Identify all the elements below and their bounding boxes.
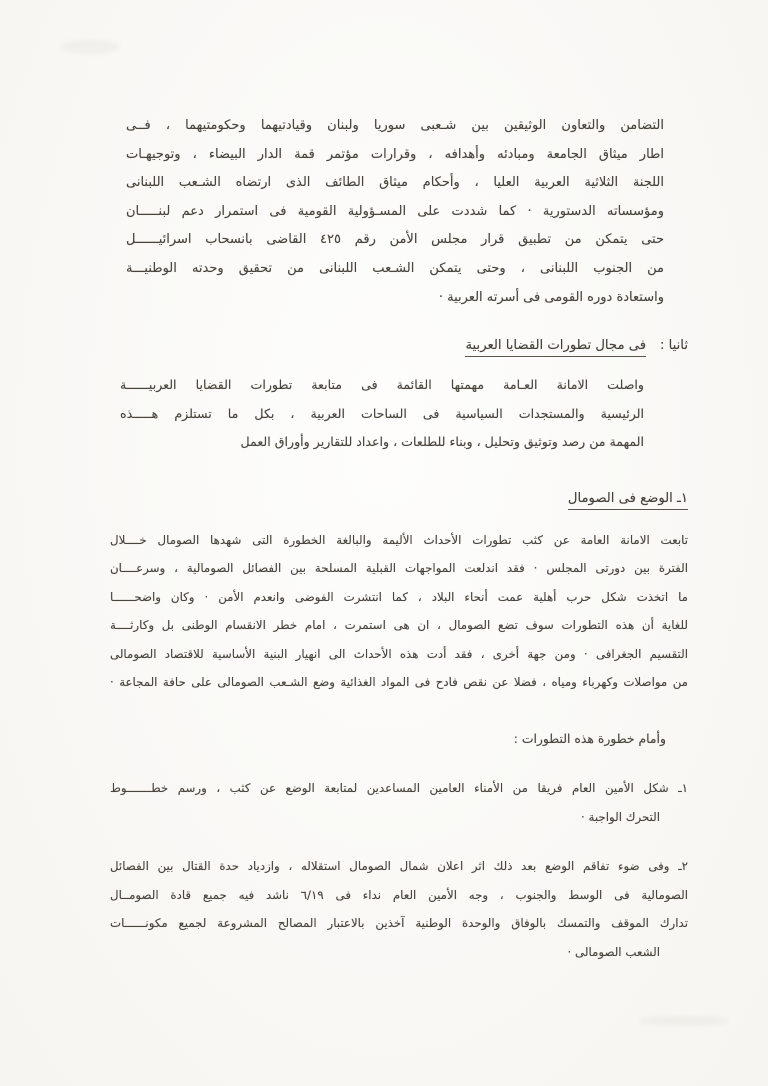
subsection-heading-text: ١ـ الوضع فى الصومال: [568, 491, 688, 510]
text-line: الشعب الصومالى ·: [567, 944, 660, 959]
text-line: ما اتخذت شكل حرب أهلية عمت أنحاء البلاد ، كما انتشرت الفوضى وانعدم الأمن · وكان واضحــــــا: [110, 589, 688, 604]
text-line: واستعادة دوره القومى فى أسرته العربية ·: [438, 289, 664, 305]
text-line: من مواصلات وكهرباء ومياه ، فضلا عن نقص فادح فى المواد الغذائية وضع الشـعب الصومالى على حافة المجاعة ·: [110, 675, 688, 690]
text-line: الرئيسية والمستجدات السياسية فى الساحات العربية ، بكل ما تستلزم هـــــذه: [120, 405, 644, 421]
text-line: ٢ـ وفى ضوء تفاقم الوضع بعد ذلك اثر اعلان شمال الصومال استقلاله ، وازدياد حدة القتال بين الفصائل: [110, 859, 688, 874]
text-line: التضامن والتعاون الوثيقين بين شـعبى سوريا ولبنان وقيادتيهما وحكومتيهما ، فــى: [126, 118, 664, 133]
scan-smudge: [60, 40, 120, 54]
developments-intro: وأمام خطورة هذه التطورات :: [513, 730, 666, 746]
text-line: المهمة من رصد وتوثيق وتحليل ، وبناء للطلعات ، واعداد للتقارير وأوراق العمل: [240, 434, 644, 450]
numbered-item-1: [110, 774, 688, 831]
paragraph-general: [120, 371, 644, 457]
text-line: ١ـ شكل الأمين العام فريقا من الأمناء العامين المساعدين لمتابعة الوضع عن كثب ، ورسم خطـــــــوط: [110, 781, 688, 796]
scan-smudge: [638, 1016, 728, 1026]
text-line: من الجنوب اللبنانى ، وحتى يتمكن الشـعب اللبنانى من تحقيق وحدته الوطنيـــة: [126, 260, 664, 276]
text-line: للغاية أن هذه التطورات سوف تضع الصومال ، ان هى استمرت ، امام خطر الانقسام الوطنى بل وكارثــــة: [110, 618, 688, 633]
text-line: اطار ميثاق الجامعة ومبادئه وأهدافه ، وقرارات مؤتمر قمة الدار البيضاء ، وتوجيهـات: [126, 146, 664, 162]
paragraph-somalia: [110, 526, 688, 697]
text-line: تدارك الموقف والتمسك بالوفاق والوحدة الوطنية آخذين بالاعتبار المصالح المشروعة لجميع مكونــــــات: [110, 916, 688, 931]
subsection-heading-somalia: [110, 491, 688, 506]
text-line: التحرك الواجبة ·: [581, 809, 660, 824]
paragraph-lebanon: [126, 112, 664, 312]
text-line: حتى يتمكن من تطبيق قرار مجلس الأمن رقم ٤٢٥ القاضى بانسحاب اسرائيــــــل: [126, 232, 664, 248]
text-line: اللجنة الثلاثية العربية العليا ، وأحكام ميثاق الطائف الذى ارتضاه الشـعب اللبنانى: [126, 175, 664, 191]
text-line: تابعت الامانة العامة عن كثب تطورات الأحداث الأليمة والبالغة الخطورة التى شهدها الصومال خــــلال: [110, 532, 688, 547]
text-line: واصلت الامانة العـامة مهمتها القائمة فى متابعة تطورات القضايا العربيــــــة: [120, 377, 644, 393]
section-heading-row: [110, 338, 688, 357]
section-label: ثانيا :: [660, 338, 688, 354]
numbered-item-2: [110, 852, 688, 966]
section-heading: فى مجال تطورات القضايا العربية: [465, 338, 646, 357]
text-line: التقسيم الجغرافى · ومن جهة أخرى ، فقد أدت هذه الأحداث الى انهيار البنية الأساسية للاقتصاد الصومالى: [110, 646, 688, 661]
text-line: الفترة بين دورتى المجلس · فقد اندلعت المواجهات القبلية المسلحة بين الفصائل الصومالية ، وسرعــــان: [110, 561, 688, 576]
text-line: ومؤسساته الدستورية · كما شددت على المسـؤولية القومية فى استمرار دعم لبنـــــان: [126, 203, 664, 219]
text-line: الصومالية فى الوسط والجنوب ، وجه الأمين العام نداء فى ٦/١٩ ناشد فيه جميع قادة الصومــال: [110, 887, 688, 902]
document-content: [110, 112, 688, 966]
